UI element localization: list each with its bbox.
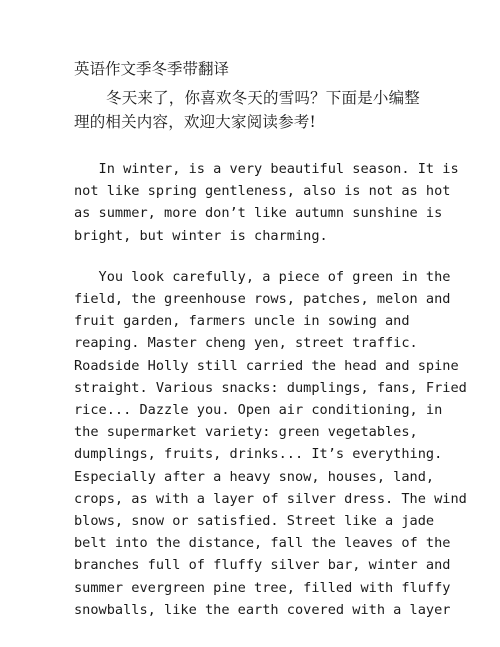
text-line: bright, but winter is charming. <box>74 227 328 244</box>
paragraph-winter-season <box>74 158 459 247</box>
paragraph-look-carefully <box>74 266 467 621</box>
text-line: rice... Dazzle you. Open air conditioning, in <box>74 402 443 419</box>
text-line: Especially after a heavy snow, houses, land, <box>74 468 435 485</box>
text-line: crops, as with a layer of silver dress. The wind <box>74 490 467 507</box>
text-line: field, the greenhouse rows, patches, melon and <box>74 291 451 308</box>
text-line: You look carefully, a piece of green in the <box>74 268 451 285</box>
text-line: branches full of fluffy silver bar, winter and <box>74 557 451 574</box>
text-line: fruit garden, farmers uncle in sowing and <box>74 313 410 330</box>
text-line: snowballs, like the earth covered with a layer <box>74 601 451 618</box>
text-line: In winter, is a very beautiful season. It is <box>74 161 459 177</box>
text-line: reaping. Master cheng yen, street traffic. <box>74 335 418 352</box>
intro-paragraph: 冬天来了，你喜欢冬天的雪吗？下面是小编整理的相关内容，欢迎大家阅读参考! <box>74 89 421 131</box>
text-line: blows, snow or satisfied. Street like a jade <box>74 513 435 530</box>
text-line: the supermarket variety: green vegetables, <box>74 424 418 441</box>
document-title: 英语作文季冬季带翻译 <box>74 60 230 78</box>
text-line: not like spring gentleness, also is not as hot <box>74 183 451 200</box>
text-line: dumplings, fruits, drinks... It’s everything. <box>74 446 443 463</box>
text-line: straight. Various snacks: dumplings, fans, Fried <box>74 379 467 396</box>
text-line: summer evergreen pine tree, filled with fluffy <box>74 579 451 596</box>
text-line: belt into the distance, fall the leaves of the <box>74 535 451 552</box>
text-line: Roadside Holly still carried the head and spine <box>74 357 459 374</box>
text-line: as summer, more don’t like autumn sunshine is <box>74 205 443 222</box>
